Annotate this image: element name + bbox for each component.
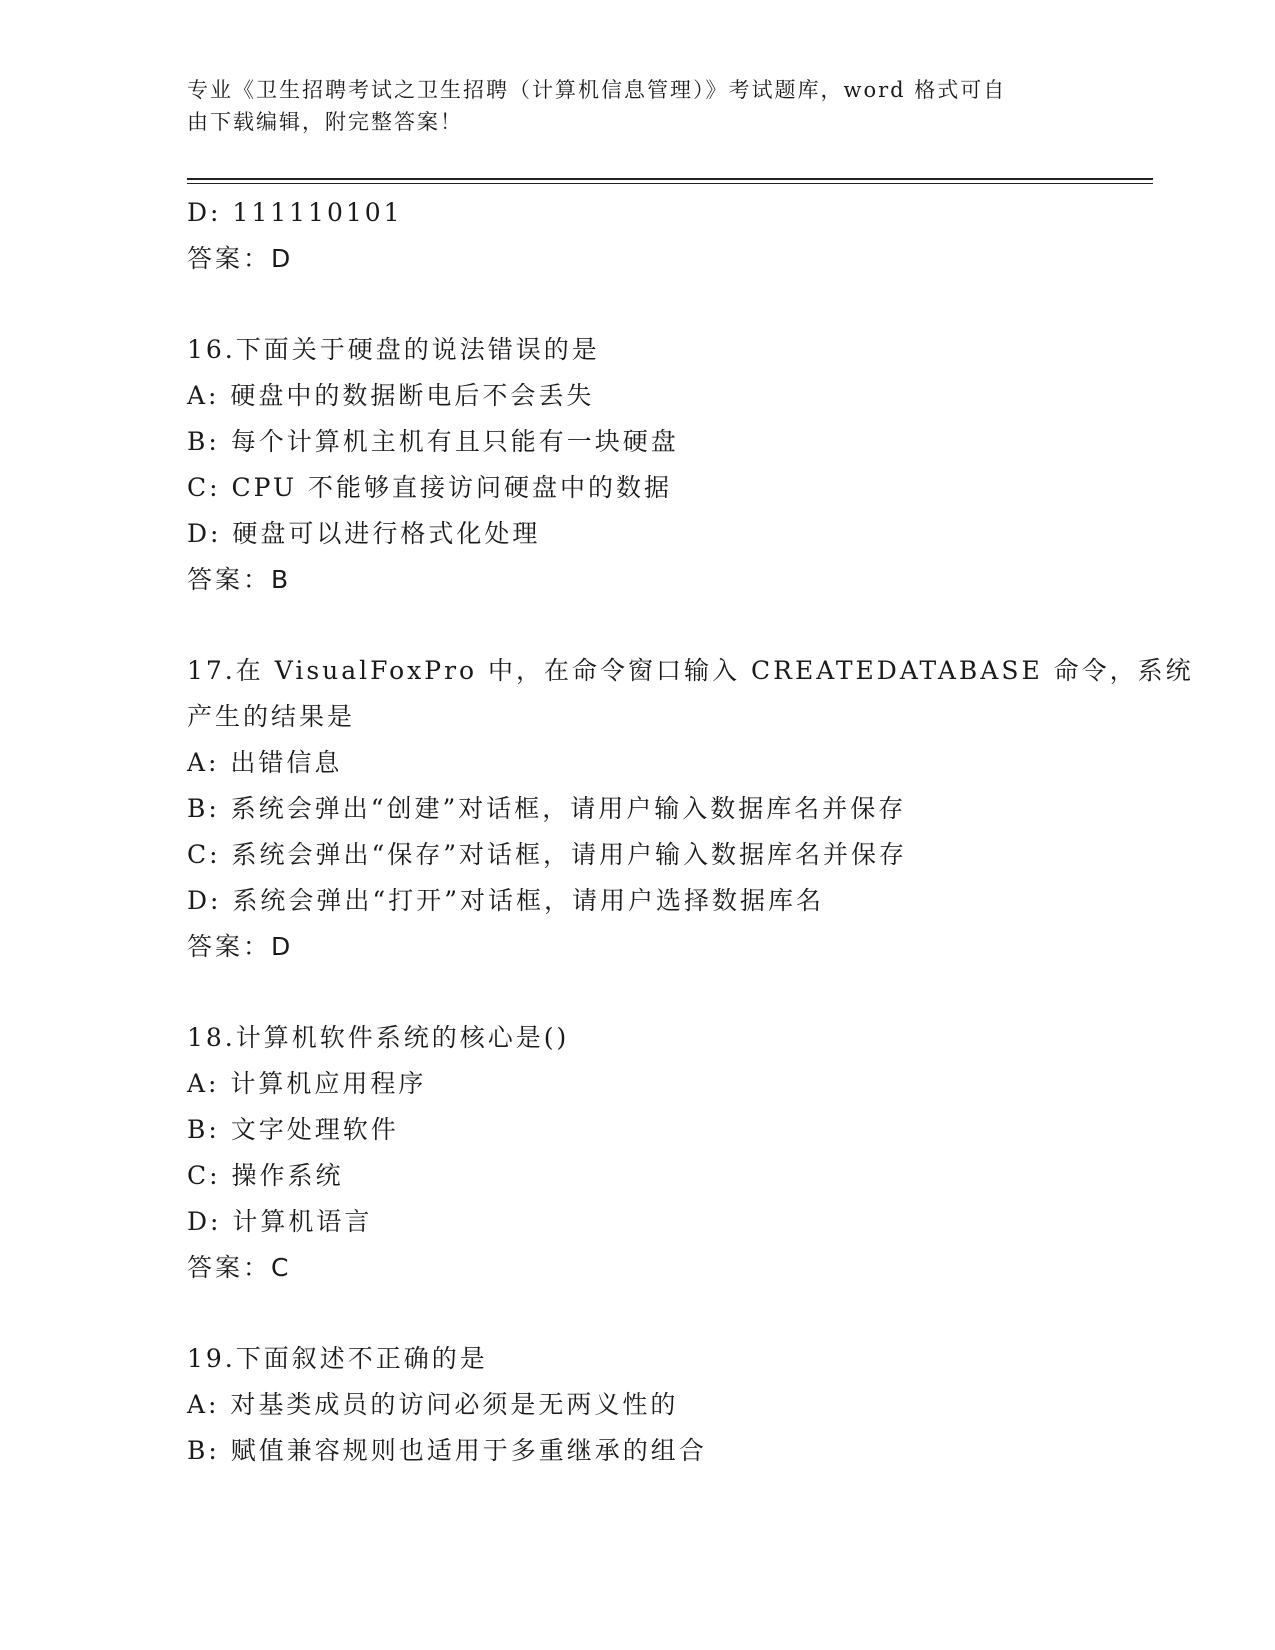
prev-answer: 答案：D xyxy=(187,244,294,273)
answer: 答案：B xyxy=(187,565,292,594)
header-line-1: 专业《卫生招聘考试之卫生招聘（计算机信息管理）》考试题库，word 格式可自 xyxy=(187,78,1007,102)
header-line-2: 由下载编辑，附完整答案！ xyxy=(187,110,463,134)
option-b: B: 系统会弹出“创建”对话框，请用户输入数据库名并保存 xyxy=(187,794,907,823)
question-stem-continued: 产生的结果是 xyxy=(187,702,356,731)
option-b: B: 赋值兼容规则也适用于多重继承的组合 xyxy=(187,1436,707,1465)
spacer xyxy=(187,1291,1087,1336)
question-19 xyxy=(187,1336,1087,1474)
question-stem: 18.计算机软件系统的核心是() xyxy=(187,1023,570,1052)
question-16 xyxy=(187,327,1087,603)
spacer xyxy=(187,282,1087,327)
question-stem: 19.下面叙述不正确的是 xyxy=(187,1344,488,1373)
option-a: A: 计算机应用程序 xyxy=(187,1069,427,1098)
header-divider-thick xyxy=(187,178,1153,180)
prev-option-d: D: 111110101 xyxy=(187,198,403,227)
header-divider-thin xyxy=(187,183,1153,184)
question-stem: 17.在 VisualFoxPro 中，在命令窗口输入 CREATEDATABASE 命令，系统 xyxy=(187,656,1194,685)
option-a: A: 出错信息 xyxy=(187,748,343,777)
option-a: A: 硬盘中的数据断电后不会丢失 xyxy=(187,381,595,410)
question-17 xyxy=(187,648,1194,970)
option-a: A: 对基类成员的访问必须是无两义性的 xyxy=(187,1390,679,1419)
answer: 答案：D xyxy=(187,932,294,961)
option-d: D: 计算机语言 xyxy=(187,1207,373,1236)
question-list xyxy=(187,190,1194,1474)
spacer xyxy=(187,970,1087,1015)
option-c: C: CPU 不能够直接访问硬盘中的数据 xyxy=(187,473,673,502)
option-c: C: 操作系统 xyxy=(187,1161,344,1190)
document-header xyxy=(187,74,1067,138)
option-d: D: 硬盘可以进行格式化处理 xyxy=(187,519,541,548)
option-d: D: 系统会弹出“打开”对话框，请用户选择数据库名 xyxy=(187,886,824,915)
option-b: B: 文字处理软件 xyxy=(187,1115,399,1144)
spacer xyxy=(187,603,1087,648)
option-b: B: 每个计算机主机有且只能有一块硬盘 xyxy=(187,427,679,456)
question-stem: 16.下面关于硬盘的说法错误的是 xyxy=(187,335,600,364)
option-c: C: 系统会弹出“保存”对话框，请用户输入数据库名并保存 xyxy=(187,840,908,869)
answer: 答案：C xyxy=(187,1253,292,1282)
question-18 xyxy=(187,1015,1087,1291)
